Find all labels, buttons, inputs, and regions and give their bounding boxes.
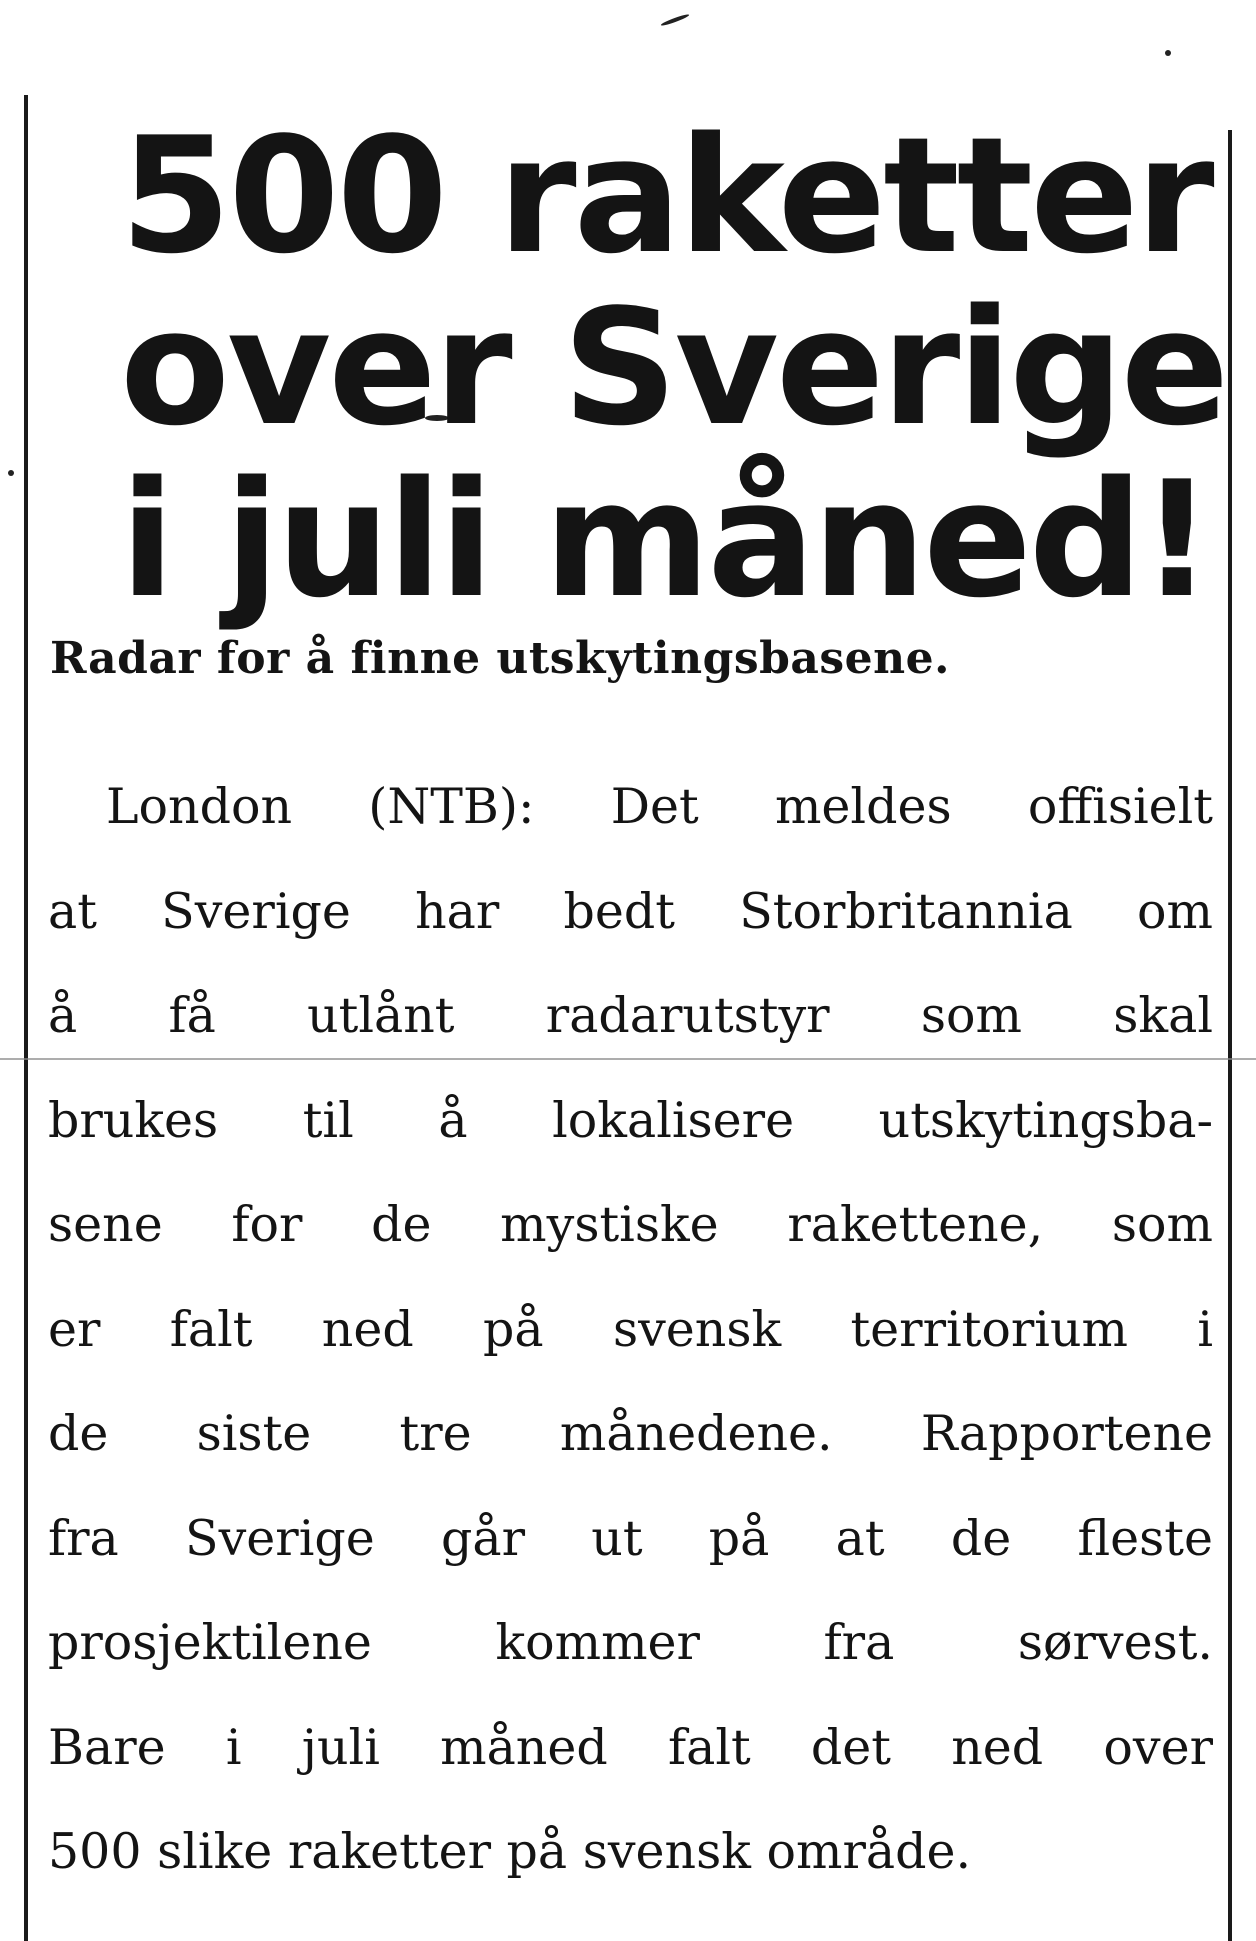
body-line: sene for de mystiske rakettene, som	[48, 1196, 1213, 1253]
ink-speck	[1165, 50, 1171, 56]
body-line: Bare i juli måned falt det ned over	[48, 1718, 1213, 1776]
body-line: de siste tre månedene. Rapportene	[48, 1405, 1213, 1462]
body-line: brukes til å lokalisere utskytingsba-	[48, 1091, 1213, 1149]
headline-line: over Sverige	[120, 274, 1227, 461]
subheadline: Radar for å finne utskytingsbasene.	[50, 633, 950, 684]
body-line: at Sverige har bedt Storbritannia om	[48, 882, 1213, 940]
right-column-rule	[1228, 130, 1232, 1941]
headline	[120, 102, 1227, 633]
headline-line: 500 raketter	[120, 102, 1212, 289]
body-line: å få utlånt radarutstyr som skal	[48, 987, 1213, 1044]
ink-speck	[660, 13, 690, 27]
body-line: London (NTB): Det meldes offisielt	[106, 778, 1213, 835]
headline-line: i juli måned!	[120, 446, 1211, 633]
body-line: er falt ned på svensk territorium i	[48, 1300, 1213, 1358]
body-line: prosjektilene kommer fra sørvest.	[48, 1614, 1213, 1671]
body-line: 500 slike raketter på svensk område.	[48, 1823, 972, 1880]
ink-speck	[8, 470, 14, 476]
body-line: fra Sverige går ut på at de fleste	[48, 1509, 1213, 1567]
article-body	[48, 755, 1213, 1905]
left-column-rule	[24, 95, 28, 1941]
